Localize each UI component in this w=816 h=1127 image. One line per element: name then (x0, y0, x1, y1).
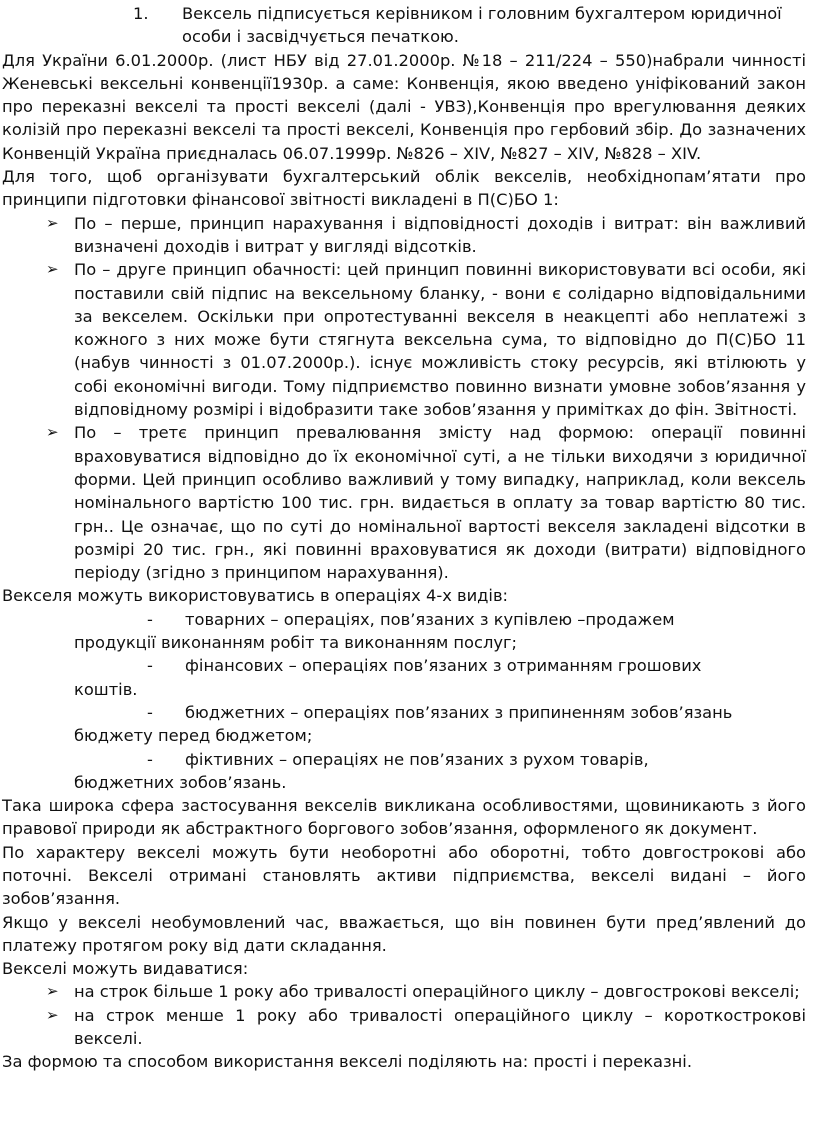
operation-type-text: товарних – операціях, пов’язаних з купівлею –продажем (185, 609, 675, 629)
numbered-item-1 (2, 2, 806, 49)
dash-bullet: - (147, 656, 153, 676)
operation-type-line (2, 608, 806, 631)
operation-type-text: фінансових – операціях пов’язаних з отриманням грошових (185, 656, 702, 676)
item-number: 1. (133, 4, 149, 23)
operation-type-line (2, 701, 806, 724)
paragraph-term: Якщо у векселі необумовлений час, вважається, що він повинен бути пред’явлений до платежу протягом року від дати складання. (2, 912, 806, 955)
list-item-operation-type-3 (2, 701, 806, 748)
operation-type-continuation: продукції виконанням робіт та виконанням послуг; (74, 633, 518, 653)
list-item-term-long (2, 980, 806, 1003)
list-item-operation-type-1 (2, 608, 806, 655)
dash-bullet: - (147, 702, 153, 722)
principle-text: По – друге принцип обачності: цей принцип повинні використовувати всі особи, які поставили свій підпис на вексельному бланку, - вони є солідарно відповідальними за векселем. Оскільки при опротестуванні векселя в неакцепті або неплатежі з кожного з них може бути стягнута вексельна сума, то відповідно до П(С)БО 11 (набув чинності з 01.07.2000р.). існує можливість стоку ресурсів, які втілюють у собі економічні вигоди. Тому підприємство повинно визнати умовне зобов’язання у відповідному розмірі і відобразити таке зобов’язання у примітках до фін. Звітності. (74, 260, 806, 420)
operation-type-line (2, 748, 806, 771)
paragraph-forms: За формою та способом використання векселі поділяють на: прості і переказні. (2, 1052, 693, 1072)
list-item-principle-2 (2, 258, 806, 421)
operation-type-continuation: бюджету перед бюджетом; (74, 726, 313, 746)
operation-type-continuation: коштів. (74, 679, 138, 699)
arrowhead-bullet-icon: ➢ (46, 423, 59, 442)
list-item-term-short (2, 1004, 806, 1051)
list-item-operation-type-2 (2, 654, 806, 701)
list-item-operation-type-4 (2, 748, 806, 795)
dash-bullet: - (147, 609, 153, 629)
paragraph-issue-intro: Векселі можуть видаватися: (2, 959, 249, 979)
arrowhead-bullet-icon: ➢ (46, 1005, 59, 1024)
item-text: Вексель підписується керівником і головним бухгалтером юридичної особи і засвідчується печаткою. (182, 4, 782, 47)
operation-type-continuation: бюджетних зобов’язань. (74, 772, 287, 792)
paragraph-operation-types-intro: Векселя можуть використовуватись в операціях 4-х видів: (2, 586, 509, 606)
paragraph-principles-intro: Для того, щоб організувати бухгалтерський облік векселів, необхіднопам’ятати про принципи підготовки фінансової звітності викладені в П(С)БО 1: (2, 167, 806, 210)
paragraph-scope: Така широка сфера застосування векселів викликана особливостями, щовиникають з його правової природи як абстрактного боргового зобов’язання, оформленого як документ. (2, 796, 806, 839)
paragraph-ukraine-conventions: Для України 6.01.2000р. (лист НБУ від 27.01.2000р. №18 – 211/224 – 550)набрали чинності Женевські вексельні конвенції1930р. а саме: Конвенція, якою введено уніфікований закон про переказні векселі та прості векселі (далі - УВЗ),Конвенція про врегулювання деяких колізій про переказні векселі та прості векселі, Конвенція про гербовий збір. До зазначених Конвенцій Україна приєдналась 06.07.1999р. №826 – XIV, №827 – XIV, №828 – XIV. (2, 50, 806, 163)
operation-type-text: фіктивних – операціях не пов’язаних з рухом товарів, (185, 749, 649, 769)
term-text: на строк більше 1 року або тривалості операційного циклу – довгострокові векселі; (74, 982, 800, 1002)
dash-bullet: - (147, 749, 153, 769)
list-item-principle-3 (2, 421, 806, 584)
operation-type-line (2, 654, 806, 677)
term-text: на строк менше 1 року або тривалості операційного циклу – короткострокові векселі. (74, 1005, 806, 1049)
list-item-principle-1 (2, 212, 806, 259)
principle-text: По – третє принцип превалювання змісту над формою: операції повинні враховуватися відповідно до їх економічної суті, а не тільки виходячи з юридичної форми. Цей принцип особливо важливий у тому випадку, наприклад, коли вексель номінального вартістю 100 тис. грн. видається в оплату за товар вартістю 80 тис. грн.. Це означає, що по суті до номінальної вартості векселя закладені відсотки в розмірі 20 тис. грн., які повинні враховуватися як доходи (витрати) відповідного періоду (згідно з принципом нарахування). (74, 423, 806, 583)
paragraph-character: По характеру векселі можуть бути необоротні або оборотні, тобто довгострокові або поточні. Векселі отримані становлять активи підприємства, векселі видані – його зобов’язання. (2, 842, 806, 909)
arrowhead-bullet-icon: ➢ (46, 260, 59, 279)
arrowhead-bullet-icon: ➢ (46, 213, 59, 232)
arrowhead-bullet-icon: ➢ (46, 982, 59, 1001)
principle-text: По – перше, принцип нарахування і відповідності доходів і витрат: він важливий визначені доходів і витрат у вигляді відсотків. (74, 213, 806, 256)
operation-type-text: бюджетних – операціях пов’язаних з припиненням зобов’язань (185, 702, 733, 722)
